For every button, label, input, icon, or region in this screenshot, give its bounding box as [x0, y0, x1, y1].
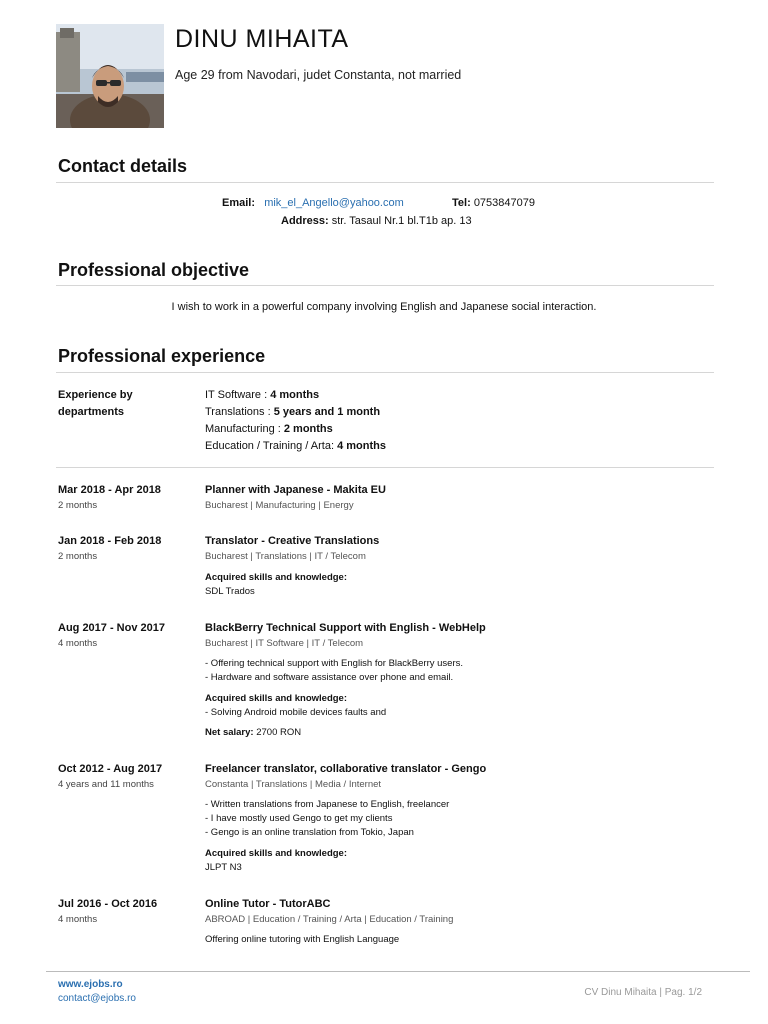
job-description-line: Offering online tutoring with English Language — [205, 934, 400, 945]
section-divider — [56, 285, 714, 286]
salary-row — [205, 727, 301, 738]
job-period: Jul 2016 - Oct 2016 — [58, 898, 158, 910]
job-meta: ABROAD | Education / Training / Arta | Education / Training — [205, 914, 454, 925]
job-period: Oct 2012 - Aug 2017 — [58, 763, 163, 775]
job-period: Mar 2018 - Apr 2018 — [58, 484, 161, 496]
address-value: str. Tasaul Nr.1 bl.T1b ap. 13 — [331, 215, 472, 227]
section-divider — [56, 372, 714, 373]
department-name: IT Software : — [205, 389, 271, 401]
experience-section-title: Professional experience — [58, 346, 266, 366]
job-period: Jan 2018 - Feb 2018 — [58, 535, 162, 547]
page-indicator: CV Dinu Mihaita | Pag. 1/2 — [584, 987, 702, 998]
footer-email-link[interactable]: contact@ejobs.ro — [58, 993, 136, 1004]
salary-label: Net salary: — [205, 727, 254, 738]
job-description-line: - Written translations from Japanese to English, freelancer — [205, 799, 450, 810]
job-meta: Bucharest | IT Software | IT / Telecom — [205, 638, 364, 649]
job-title: BlackBerry Technical Support with English - WebHelp — [205, 622, 486, 634]
footer-website-link[interactable]: www.ejobs.ro — [58, 979, 123, 990]
department-row — [205, 421, 386, 438]
departments-label: Experience by departments — [58, 389, 133, 418]
department-duration: 5 years and 1 month — [273, 406, 381, 418]
candidate-summary: Age 29 from Navodari, judet Constanta, not married — [175, 68, 462, 82]
section-divider — [56, 467, 714, 468]
job-description-line: - Hardware and software assistance over phone and email. — [205, 672, 454, 683]
skills-label: Acquired skills and knowledge: — [205, 572, 348, 583]
job-duration: 2 months — [58, 551, 98, 562]
skills-text: SDL Trados — [205, 586, 255, 597]
department-row — [205, 438, 386, 455]
job-duration: 4 years and 11 months — [58, 779, 154, 790]
email-row — [222, 197, 404, 209]
job-description-line: - Offering technical support with English for BlackBerry users. — [205, 658, 464, 669]
job-title: Translator - Creative Translations — [205, 535, 380, 547]
profile-photo — [56, 24, 164, 128]
job-period: Aug 2017 - Nov 2017 — [58, 622, 165, 634]
contact-section-title: Contact details — [58, 156, 188, 176]
footer-divider — [46, 971, 750, 972]
candidate-name: DINU MIHAITA — [175, 25, 349, 53]
job-duration: 4 months — [58, 914, 98, 925]
address-row — [281, 215, 472, 227]
address-label: Address: — [281, 215, 329, 227]
skills-label: Acquired skills and knowledge: — [205, 848, 348, 859]
person-photo-illustration — [56, 24, 164, 128]
email-link[interactable]: mik_el_Angello@yahoo.com — [264, 197, 404, 209]
job-meta: Constanta | Translations | Media / Internet — [205, 779, 382, 790]
job-title: Online Tutor - TutorABC — [205, 898, 331, 910]
department-duration: 4 months — [270, 389, 320, 401]
department-row — [205, 387, 386, 404]
department-name: Education / Training / Arta: — [205, 440, 338, 452]
skills-text: - Solving Android mobile devices faults and — [205, 707, 387, 718]
phone-row — [452, 197, 535, 209]
job-duration: 4 months — [58, 638, 98, 649]
job-duration: 2 months — [58, 500, 98, 511]
job-title: Planner with Japanese - Makita EU — [205, 484, 386, 496]
skills-text: JLPT N3 — [205, 862, 242, 873]
job-description-line: - I have mostly used Gengo to get my clients — [205, 813, 393, 824]
job-title: Freelancer translator, collaborative translator - Gengo — [205, 763, 487, 775]
job-meta: Bucharest | Translations | IT / Telecom — [205, 551, 366, 562]
section-divider — [56, 182, 714, 183]
department-duration: 4 months — [337, 440, 386, 452]
salary-value: 2700 RON — [256, 727, 302, 738]
objective-section-title: Professional objective — [58, 260, 250, 280]
department-duration: 2 months — [283, 423, 333, 435]
skills-label: Acquired skills and knowledge: — [205, 693, 348, 704]
phone-label: Tel: — [452, 197, 471, 209]
phone-value: 0753847079 — [473, 197, 535, 209]
job-description-line: - Gengo is an online translation from Tokio, Japan — [205, 827, 414, 838]
department-row — [205, 404, 386, 421]
departments-list — [205, 387, 386, 455]
department-name: Manufacturing : — [205, 423, 284, 435]
department-name: Translations : — [205, 406, 274, 418]
objective-text: I wish to work in a powerful company involving English and Japanese social interaction. — [171, 301, 597, 313]
email-label: Email: — [222, 197, 256, 209]
job-meta: Bucharest | Manufacturing | Energy — [205, 500, 354, 511]
